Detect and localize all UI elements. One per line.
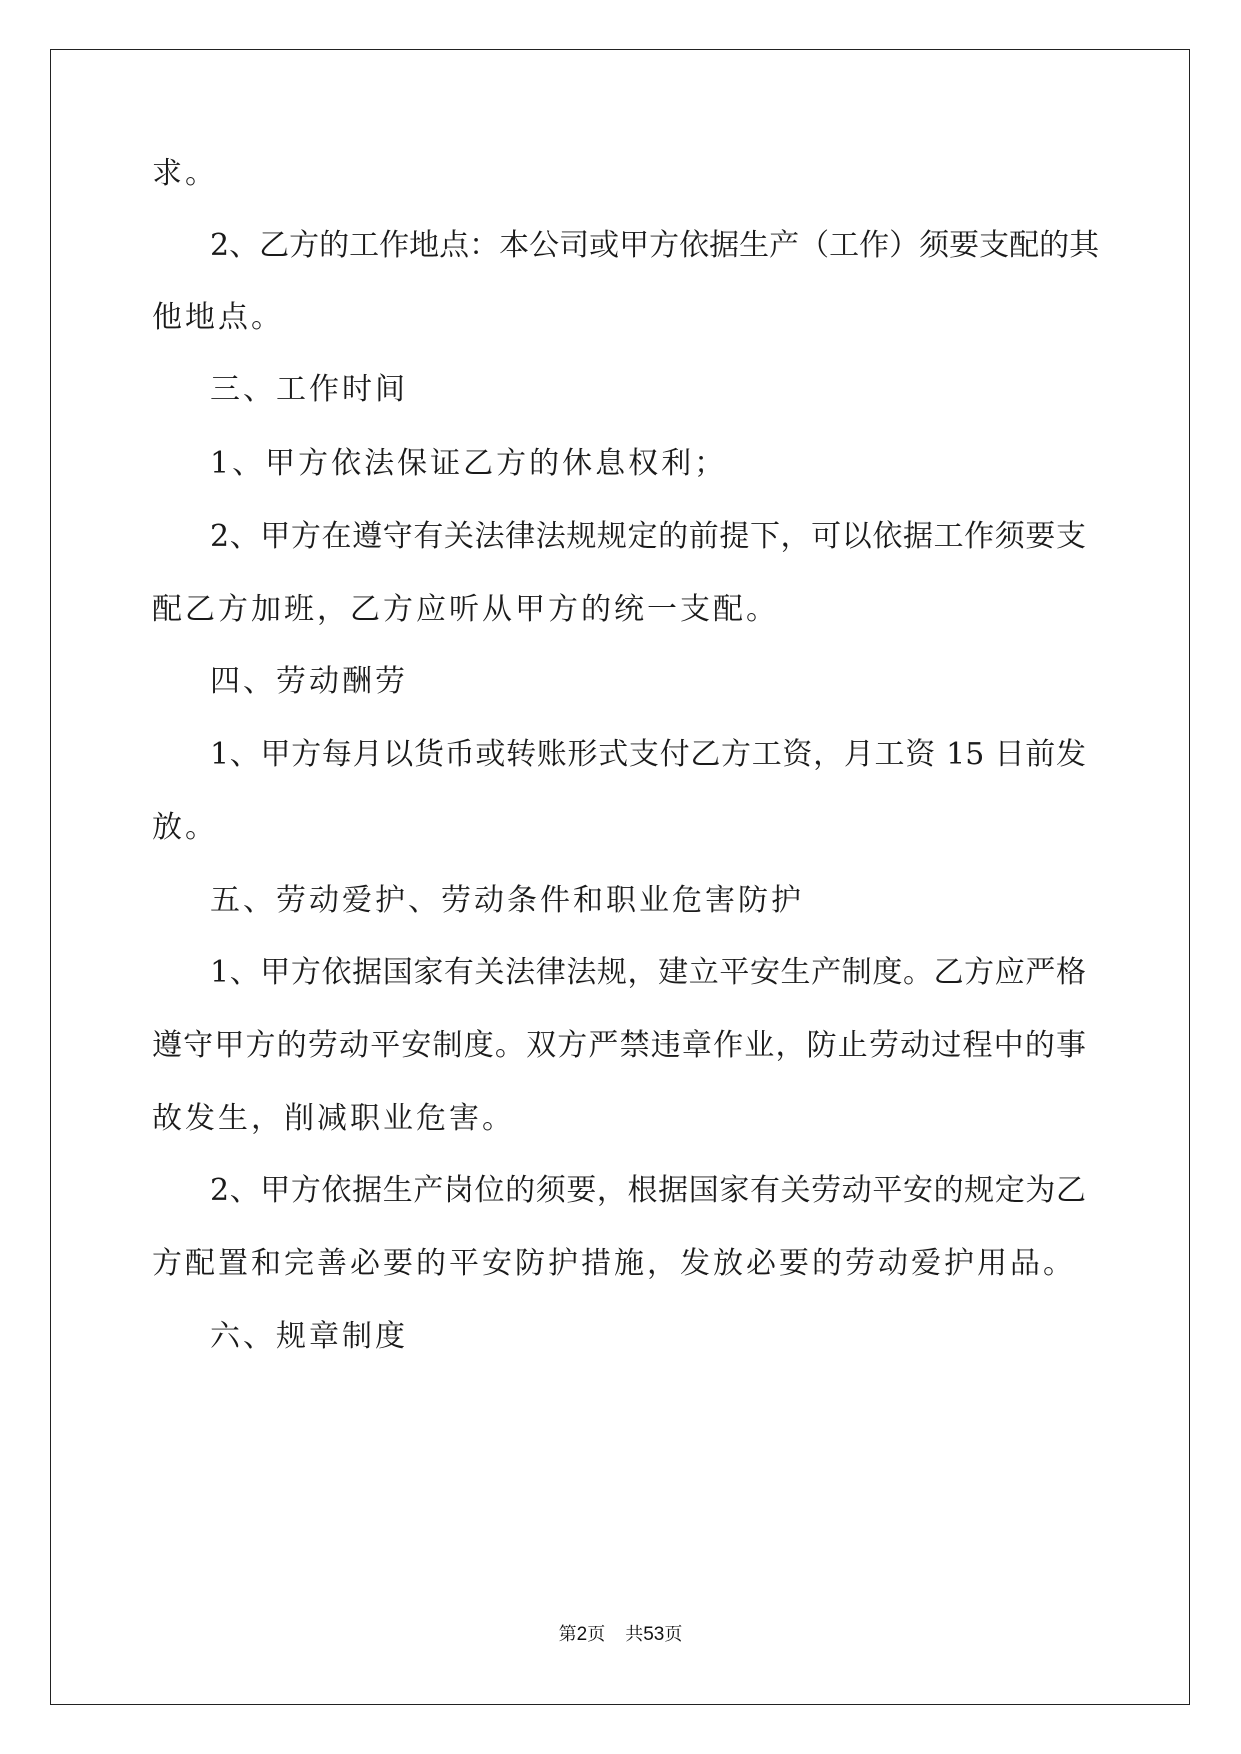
text-line: 他地点。	[152, 300, 284, 335]
page-suffix: 页	[587, 1624, 606, 1645]
page-prefix: 第	[558, 1624, 577, 1645]
text-line: 2、乙方的工作地点：本公司或甲方依据生产（工作）须要支配的其	[210, 228, 1100, 263]
section-heading: 四、劳动酬劳	[210, 664, 408, 699]
text-line: 2、甲方在遵守有关法律法规规定的前提下，可以依据工作须要支	[210, 519, 1086, 554]
section-heading: 六、规章制度	[210, 1319, 408, 1354]
total-suffix: 页	[664, 1624, 683, 1645]
text-line: 放。	[152, 810, 218, 845]
section-heading: 五、劳动爱护、劳动条件和职业危害防护	[210, 883, 804, 918]
section-heading: 三、工作时间	[210, 372, 408, 407]
text-line: 求。	[152, 156, 218, 191]
text-line: 方配置和完善必要的平安防护措施，发放必要的劳动爱护用品。	[152, 1246, 1076, 1281]
text-line: 遵守甲方的劳动平安制度。双方严禁违章作业，防止劳动过程中的事	[152, 1028, 1086, 1063]
total-pages: 53	[643, 1624, 665, 1645]
text-line: 1、甲方依法保证乙方的休息权利；	[210, 446, 728, 481]
page-footer	[0, 1624, 1241, 1646]
text-line: 1、甲方每月以货币或转账形式支付乙方工资，月工资 15 日前发	[210, 737, 1086, 772]
text-line: 2、甲方依据生产岗位的须要，根据国家有关劳动平安的规定为乙	[210, 1173, 1086, 1208]
text-line: 故发生，削减职业危害。	[152, 1101, 515, 1136]
text-line: 1、甲方依据国家有关法律法规，建立平安生产制度。乙方应严格	[210, 955, 1086, 990]
text-line: 配乙方加班，乙方应听从甲方的统一支配。	[152, 592, 779, 627]
total-prefix: 共	[625, 1624, 644, 1645]
page-number: 2	[576, 1624, 588, 1645]
